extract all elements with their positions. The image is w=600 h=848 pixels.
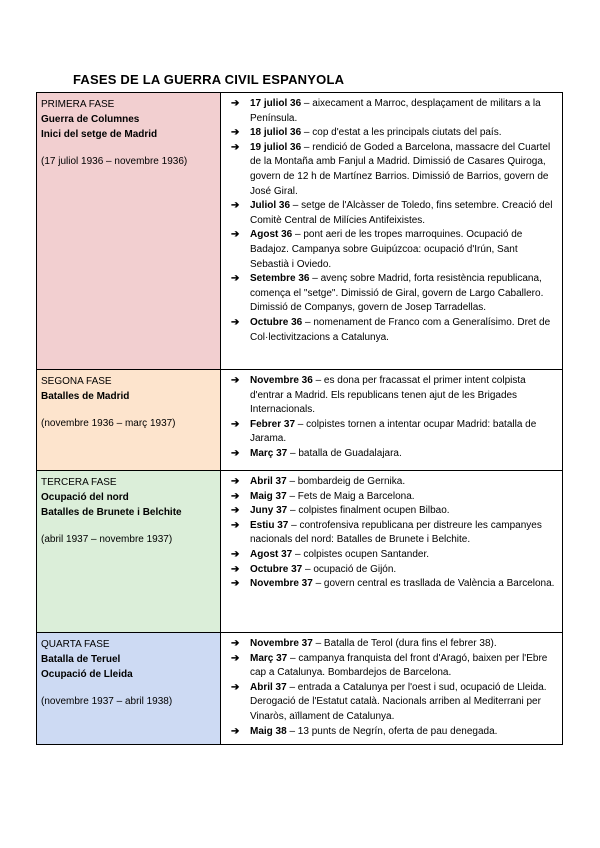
phase-row xyxy=(37,93,563,370)
list-item xyxy=(229,126,556,141)
event-date: Agost 36 xyxy=(250,229,293,241)
phase-events-cell xyxy=(221,93,563,370)
event-date: 17 juliol 36 xyxy=(250,98,302,109)
arrow-right-icon: ➔ xyxy=(231,316,240,328)
phases-table xyxy=(36,92,563,745)
event-description: – campanya franquista del front d'Aragó, baixen per l'Ebre cap a Catalunya. Bombardejos de Barcelona. xyxy=(250,652,548,679)
list-item xyxy=(229,97,556,126)
event-date: Novembre 36 xyxy=(250,375,313,386)
phase-info-cell xyxy=(37,471,221,633)
arrow-right-icon: ➔ xyxy=(231,548,240,560)
list-item xyxy=(229,504,556,519)
phase-label: SEGONA FASE xyxy=(41,376,112,387)
list-item xyxy=(229,418,556,447)
event-date: 18 juliol 36 xyxy=(250,127,302,139)
phase-events-cell xyxy=(221,471,563,633)
event-date: Abril 37 xyxy=(250,476,287,487)
list-item xyxy=(229,637,556,652)
event-description: – cop d'estat a les principals ciutats del país. xyxy=(301,127,502,139)
event-date: Setembre 36 xyxy=(250,273,310,285)
document-title: FASES DE LA GUERRA CIVIL ESPANYOLA xyxy=(73,72,345,87)
list-item xyxy=(229,199,556,228)
arrow-right-icon: ➔ xyxy=(231,563,240,575)
phase-info-cell xyxy=(37,370,221,471)
event-description: – Batalla de Terol (dura fins el febrer 38). xyxy=(312,638,497,649)
arrow-right-icon: ➔ xyxy=(231,127,240,139)
event-date: Febrer 37 xyxy=(250,418,296,430)
phase-subtitle: Guerra de Columnes xyxy=(41,114,140,125)
arrow-right-icon: ➔ xyxy=(231,418,240,430)
event-list xyxy=(229,475,556,592)
arrow-right-icon: ➔ xyxy=(231,447,240,459)
event-description: – nomenament de Franco com a Generalísimo. Dret de Col·lectivitzacions a Catalunya. xyxy=(250,316,551,343)
list-item xyxy=(229,563,556,578)
list-item xyxy=(229,374,556,418)
event-date: Març 37 xyxy=(250,652,288,664)
phase-subtitle: Ocupació del nord xyxy=(41,492,129,503)
event-date: Estiu 37 xyxy=(250,519,289,531)
phase-events-cell xyxy=(221,633,563,745)
arrow-right-icon: ➔ xyxy=(231,638,240,649)
arrow-right-icon: ➔ xyxy=(231,273,240,285)
arrow-right-icon: ➔ xyxy=(231,200,240,212)
event-description: – pont aeri de les tropes marroquines. Ocupació de Badajoz. Campanya sobre Guipúzcoa: ocupació d'Irún, Sant Sebastià i Oviedo. xyxy=(250,229,523,270)
arrow-right-icon: ➔ xyxy=(231,681,240,693)
event-description: – govern central es trasllada de València a Barcelona. xyxy=(312,578,555,590)
phase-label: QUARTA FASE xyxy=(41,639,110,650)
phases-table-body xyxy=(37,93,563,745)
phase-info-cell xyxy=(37,93,221,370)
phase-subtitle: Ocupació de Lleida xyxy=(41,669,133,680)
phase-label: TERCERA FASE xyxy=(41,477,117,488)
phase-dates: (novembre 1937 – abril 1938) xyxy=(41,696,173,707)
phase-subtitle: Batalles de Madrid xyxy=(41,391,130,402)
phase-info-cell xyxy=(37,633,221,745)
event-list xyxy=(229,637,556,739)
event-description: – batalla de Guadalajara. xyxy=(287,447,402,459)
list-item xyxy=(229,316,556,345)
list-item xyxy=(229,447,556,462)
event-description: – colpistes finalment ocupen Bilbao. xyxy=(287,505,450,517)
list-item xyxy=(229,725,556,740)
event-description: – 13 punts de Negrín, oferta de pau denegada. xyxy=(286,725,498,737)
event-date: Octubre 36 xyxy=(250,316,303,328)
list-item xyxy=(229,490,556,505)
list-item xyxy=(229,519,556,548)
event-description: – colpistes tornen a intentar ocupar Madrid: batalla de Jarama. xyxy=(250,418,537,445)
event-list xyxy=(229,374,556,462)
event-description: – Fets de Maig a Barcelona. xyxy=(286,490,415,502)
event-description: – entrada a Catalunya per l'oest i sud, ocupació de Lleida. Derogació de l'Estatut català. Nacionals arriben al Mediterrani per Vinaròs, aïllament de Catalunya. xyxy=(250,681,547,722)
arrow-right-icon: ➔ xyxy=(231,141,240,153)
event-description: – avenç sobre Madrid, forta resistència republicana, comença el "setge". Dimissió de Giral, govern de Largo Caballero. Dimissió de Companys, govern de Josep Tarradellas. xyxy=(250,273,544,314)
list-item xyxy=(229,141,556,199)
event-description: – controfensiva republicana per distreure les campanyes nacionals del nord: Batalles de Brunete i Belchite. xyxy=(250,519,542,546)
arrow-right-icon: ➔ xyxy=(231,652,240,664)
phase-dates: (17 juliol 1936 – novembre 1936) xyxy=(41,156,188,167)
arrow-right-icon: ➔ xyxy=(231,375,240,386)
arrow-right-icon: ➔ xyxy=(231,519,240,531)
event-list xyxy=(229,97,556,345)
event-date: Juliol 36 xyxy=(250,200,291,212)
event-date: Abril 37 xyxy=(250,681,287,693)
phase-dates: (novembre 1936 – març 1937) xyxy=(41,418,176,429)
phase-subtitle: Batalles de Brunete i Belchite xyxy=(41,507,182,518)
arrow-right-icon: ➔ xyxy=(231,578,240,590)
event-date: Març 37 xyxy=(250,447,288,459)
event-description: – setge de l'Alcàsser de Toledo, fins setembre. Creació del Comitè Central de Milícies Antifeixistes. xyxy=(250,200,553,226)
arrow-right-icon: ➔ xyxy=(231,229,240,241)
event-description: – rendició de Goded a Barcelona, massacre del Cuartel de la Montaña amb Fanjul a Madrid. Dimissió de Casares Quiroga, govern de 12 h de Martínez Barrios. Dimissió de Barrios, govern de José Giral. xyxy=(250,141,551,197)
phase-row xyxy=(37,370,563,471)
event-date: Agost 37 xyxy=(250,548,293,560)
event-date: Novembre 37 xyxy=(250,638,313,649)
arrow-right-icon: ➔ xyxy=(231,490,240,502)
list-item xyxy=(229,577,556,592)
event-description: – ocupació de Gijón. xyxy=(302,563,397,575)
event-date: Maig 37 xyxy=(250,490,287,502)
event-date: Juny 37 xyxy=(250,505,288,517)
phase-subtitle: Inici del setge de Madrid xyxy=(41,129,158,140)
list-item xyxy=(229,228,556,272)
phase-events-cell xyxy=(221,370,563,471)
list-item xyxy=(229,475,556,490)
arrow-right-icon: ➔ xyxy=(231,505,240,517)
arrow-right-icon: ➔ xyxy=(231,98,240,109)
event-description: – colpistes ocupen Santander. xyxy=(292,548,429,560)
event-description: – aixecament a Marroc, desplaçament de militars a la Península. xyxy=(250,98,541,124)
phase-subtitle: Batalla de Teruel xyxy=(41,654,121,665)
event-date: Octubre 37 xyxy=(250,563,303,575)
list-item xyxy=(229,548,556,563)
phase-label: PRIMERA FASE xyxy=(41,99,115,110)
phase-row xyxy=(37,633,563,745)
list-item xyxy=(229,652,556,681)
event-description: – es dona per fracassat el primer intent colpista d'entrar a Madrid. Els republicans tenen ajut de les Brigades Internacionals. xyxy=(250,375,526,416)
arrow-right-icon: ➔ xyxy=(231,725,240,737)
event-date: Maig 38 xyxy=(250,725,287,737)
event-date: 19 juliol 36 xyxy=(250,141,302,153)
list-item xyxy=(229,681,556,725)
phase-row xyxy=(37,471,563,633)
arrow-right-icon: ➔ xyxy=(231,476,240,487)
event-description: – bombardeig de Gernika. xyxy=(286,476,406,487)
list-item xyxy=(229,272,556,316)
event-date: Novembre 37 xyxy=(250,578,313,590)
phase-dates: (abril 1937 – novembre 1937) xyxy=(41,534,173,545)
